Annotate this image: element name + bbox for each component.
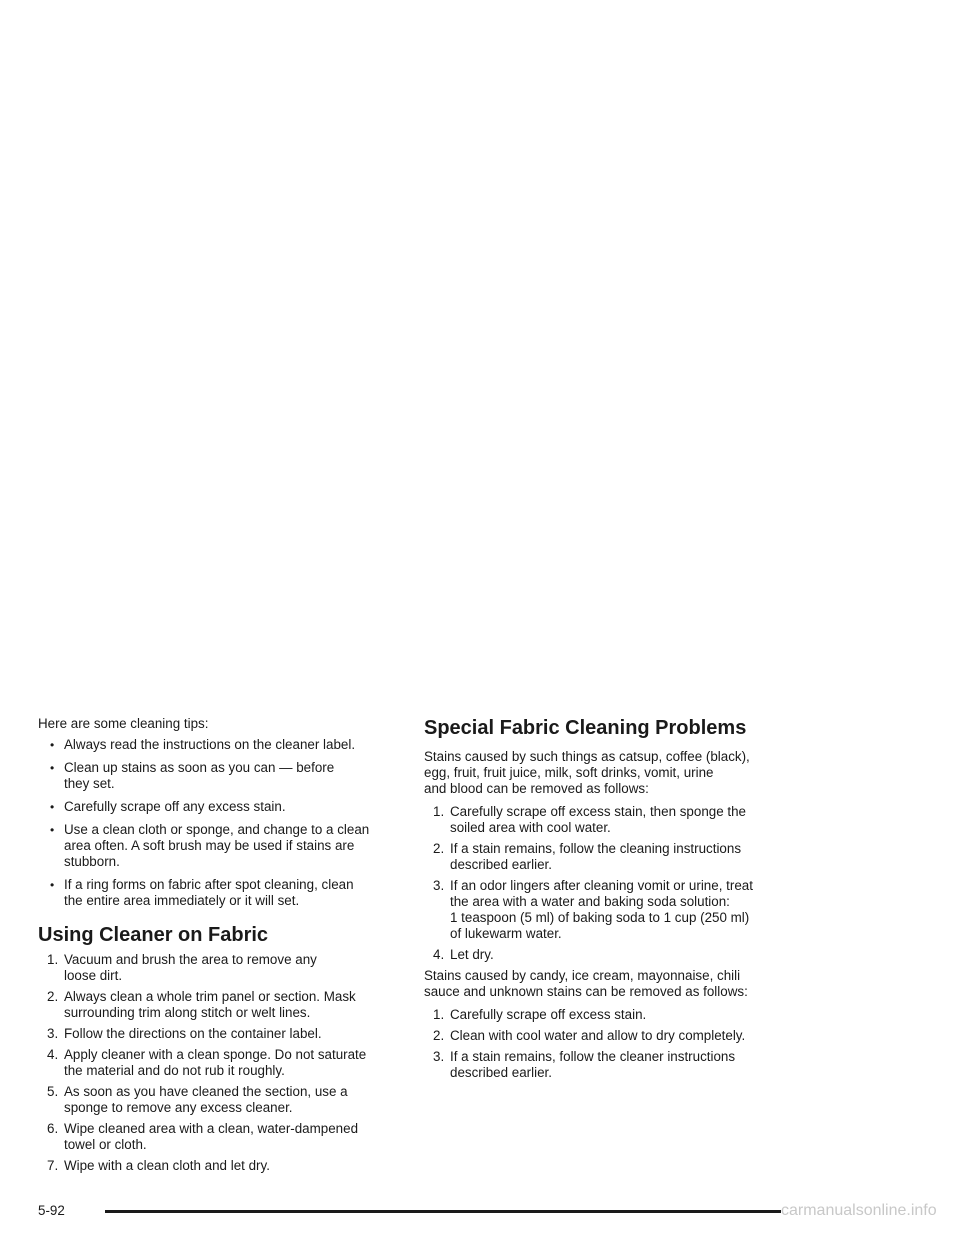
bullet-icon: •: [50, 761, 55, 775]
step-item: 7. Wipe with a clean cloth and let dry.: [47, 1158, 270, 1173]
step-item: 2. Always clean a whole trim panel or section. Mask surrounding trim along stitch or welt lines.: [47, 989, 356, 1020]
step-item: 6. Wipe cleaned area with a clean, water-dampened towel or cloth.: [47, 1121, 359, 1152]
footer-divider: [105, 1210, 781, 1213]
special-fabric-heading: Special Fabric Cleaning Problems: [424, 717, 747, 739]
stain-steps-1: [424, 804, 784, 963]
bullet-icon: •: [50, 878, 55, 892]
step-item: 5. As soon as you have cleaned the section, use a sponge to remove any excess cleaner.: [47, 1084, 348, 1115]
step-item: 1. Carefully scrape off excess stain, then sponge the soiled area with cool water.: [433, 804, 747, 835]
using-cleaner-heading: Using Cleaner on Fabric: [38, 924, 269, 946]
step-item: 3. Follow the directions on the container label.: [47, 1026, 322, 1041]
step-item: 2. Clean with cool water and allow to dry completely.: [433, 1028, 746, 1043]
cleaning-tips-list: [38, 737, 398, 909]
stain-steps-2: [424, 1007, 784, 1081]
step-item: 3. If a stain remains, follow the cleaner instructions described earlier.: [433, 1049, 736, 1080]
cleaning-tips-intro: Here are some cleaning tips:: [38, 716, 209, 731]
step-item: 4. Apply cleaner with a clean sponge. Do not saturate the material and do not rub it roughly.: [47, 1047, 367, 1078]
left-column: [38, 716, 398, 1179]
stains-paragraph-2: Stains caused by candy, ice cream, mayonnaise, chili sauce and unknown stains can be removed as follows:: [424, 968, 748, 999]
tip-item: • Always read the instructions on the cleaner label.: [50, 737, 356, 752]
watermark: carmanualsonline.info: [781, 1202, 937, 1219]
step-item: 1. Carefully scrape off excess stain.: [433, 1007, 647, 1022]
step-item: 3. If an odor lingers after cleaning vomit or urine, treat the area with a water and baking soda solution: 1 teaspoon (5 ml) of baking soda to 1 cup (250 ml) of lukewarm water.: [433, 878, 753, 941]
step-item: 1. Vacuum and brush the area to remove any loose dirt.: [47, 952, 317, 983]
right-column: [424, 716, 784, 1086]
bullet-icon: •: [50, 823, 55, 837]
bullet-icon: •: [50, 800, 55, 814]
using-cleaner-steps: [38, 952, 398, 1174]
tip-item: • Use a clean cloth or sponge, and change to a clean area often. A soft brush may be used if stains are stubborn.: [50, 822, 370, 869]
step-item: 2. If a stain remains, follow the cleaning instructions described earlier.: [433, 841, 742, 872]
tip-item: • If a ring forms on fabric after spot cleaning, clean the entire area immediately or it will set.: [50, 877, 354, 908]
step-item: 4. Let dry.: [433, 947, 494, 962]
tip-item: • Clean up stains as soon as you can — before they set.: [50, 760, 335, 791]
tip-item: • Carefully scrape off any excess stain.: [50, 799, 286, 814]
stains-paragraph-1: Stains caused by such things as catsup, coffee (black), egg, fruit, fruit juice, milk, soft drinks, vomit, urine and blood can be removed as follows:: [424, 749, 750, 796]
page-number: 5-92: [38, 1203, 65, 1218]
bullet-icon: •: [50, 738, 55, 752]
